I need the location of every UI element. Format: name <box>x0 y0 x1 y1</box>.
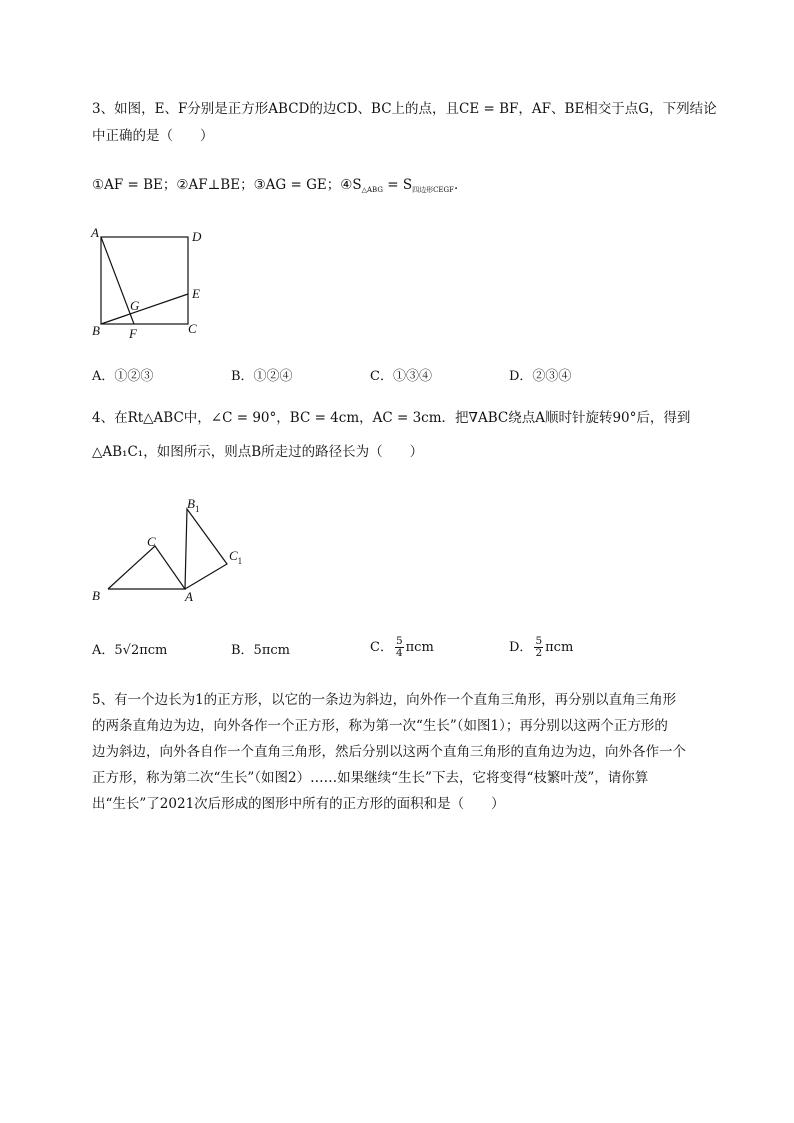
q4-option-d-suffix: πcm <box>545 640 574 655</box>
q4-option-d[interactable] <box>509 636 573 659</box>
label-c: C <box>147 534 156 549</box>
q3-option-d[interactable]: D．②③④ <box>509 369 572 384</box>
square-abcd <box>101 237 188 324</box>
q3-statements-mid: = S <box>382 177 413 193</box>
q3-statements-end: ． <box>454 177 468 193</box>
q4-rotation-figure <box>90 494 260 609</box>
q4-option-b[interactable]: B．5πcm <box>231 643 290 658</box>
q3-area-sub1: △ABG <box>361 186 383 194</box>
q4-option-c-denominator: 4 <box>395 647 403 659</box>
label-c: C <box>188 321 197 336</box>
q3-stem-line1: 3、如图，E、F分别是正方形ABCD的边CD、BC上的点，且CE = BF，AF、BE相交于点G，下列结论 <box>92 101 717 117</box>
label-a: A <box>91 225 99 240</box>
label-b1: $B_1$ <box>187 496 200 514</box>
label-a: A <box>185 589 193 604</box>
label-d: D <box>192 229 202 244</box>
q5-stem-line1: 5、有一个边长为1的正方形，以它的一条边为斜边，向外作一个直角三角形，再分别以直角三角形 <box>92 692 677 708</box>
q4-option-c-prefix: C． <box>370 640 393 655</box>
label-b: B <box>92 588 100 603</box>
label-e: E <box>192 286 200 301</box>
q5-stem-line4: 正方形，称为第二次“生长”（如图2）……如果继续“生长”下去，它将变得“枝繁叶茂”，请你算 <box>92 770 649 786</box>
q4-stem-line1: 4、在Rt△ABC中，∠C = 90°，BC = 4cm，AC = 3cm．把∇ABC绕点A顺时针旋转90°后，得到 <box>92 410 691 426</box>
q4-option-c-suffix: πcm <box>405 640 434 655</box>
segment-be <box>101 294 188 324</box>
q4-stem-line2: △AB₁C₁，如图所示，则点B所走过的路径长为（ ） <box>92 444 424 460</box>
q4-option-c[interactable] <box>370 636 434 659</box>
q3-square-figure <box>88 224 228 349</box>
label-b: B <box>92 323 100 338</box>
q4-option-c-numerator: 5 <box>395 635 403 647</box>
q3-option-b[interactable]: B．①②④ <box>231 369 293 384</box>
label-g: G <box>130 298 140 313</box>
q4-option-c-fraction <box>395 636 404 659</box>
triangle-ab1c1 <box>185 509 227 589</box>
triangle-abc <box>108 546 185 589</box>
label-f: F <box>129 326 137 341</box>
q3-area-sub2: 四边形CEGF <box>412 186 454 194</box>
q5-stem-line2: 的两条直角边为边，向外各作一个正方形，称为第一次“生长”（如图1）；再分别以这两个正方形的 <box>92 718 668 734</box>
q4-option-d-prefix: D． <box>509 640 533 655</box>
q5-stem-line3: 边为斜边，向外各自作一个直角三角形，然后分别以这两个直角三角形的直角边为边，向外各作一个 <box>92 744 686 760</box>
q5-stem-line5: 出“生长”了2021次后形成的图形中所有的正方形的面积和是（ ） <box>92 796 505 812</box>
q4-option-a[interactable]: A．5√2πcm <box>92 643 168 658</box>
q3-option-a[interactable]: A．①②③ <box>92 369 154 384</box>
q4-option-d-fraction <box>534 636 543 659</box>
q4-option-d-numerator: 5 <box>535 635 543 647</box>
q3-statements <box>92 175 468 200</box>
q3-stem-line2: 中正确的是（ ） <box>92 128 214 144</box>
q4-option-d-denominator: 2 <box>535 647 543 659</box>
label-c1: $C_1$ <box>229 548 243 566</box>
q3-option-c[interactable]: C．①③④ <box>370 369 432 384</box>
q3-statements-text: ①AF = BE；②AF⊥BE；③AG = GE；④S <box>92 177 362 193</box>
